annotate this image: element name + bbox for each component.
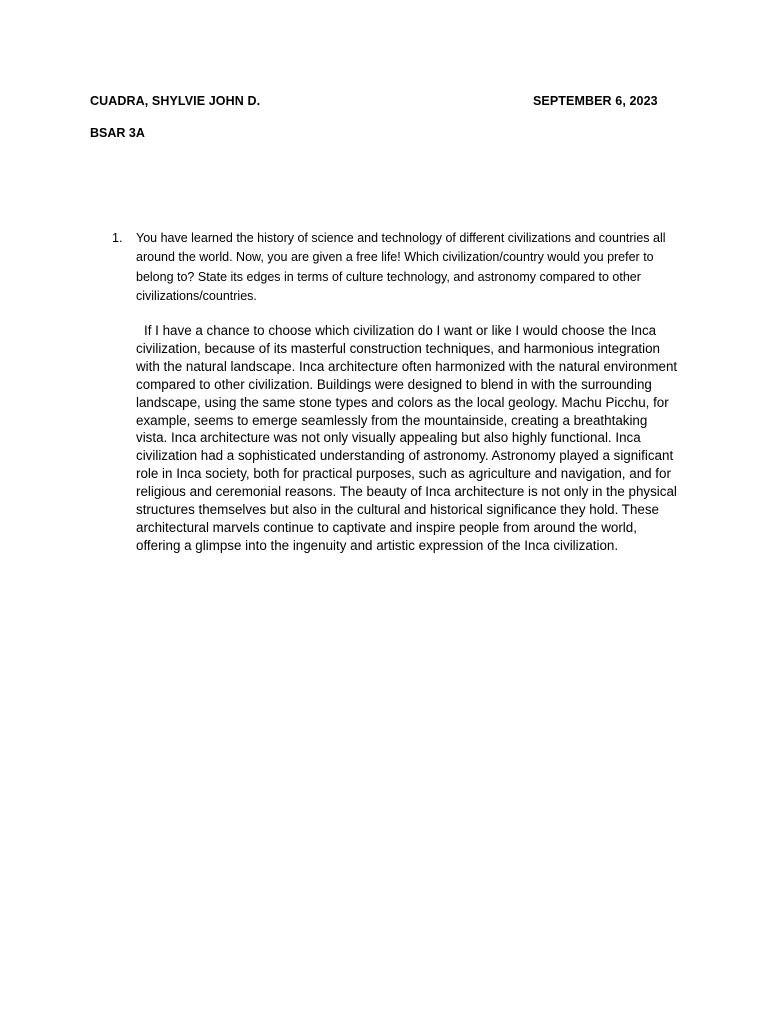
question-number: 1. <box>112 231 123 245</box>
question-item <box>112 229 682 306</box>
student-name: CUADRA, SHYLVIE JOHN D. <box>90 94 261 108</box>
question-text: You have learned the history of science and technology of different civilizations and countries all around the world. Now, you are given a free life! Which civilization/country would you prefer to belong to? State its edges in terms of culture technology, and astronomy compared to other civilizations/countries. <box>136 231 666 303</box>
answer-paragraph: If I have a chance to choose which civilization do I want or like I would choose the Inca civilization, because of its masterful construction techniques, and harmonious integration with the natural landscape. Inca architecture often harmonized with the natural environment compared to other civilization. Buildings were designed to blend in with the surrounding landscape, using the same stone types and colors as the local geology. Machu Picchu, for example, seems to emerge seamlessly from the mountainside, creating a breathtaking vista. Inca architecture was not only visually appealing but also highly functional. Inca civilization had a sophisticated understanding of astronomy. Astronomy played a significant role in Inca society, both for practical purposes, such as agriculture and navigation, and for religious and ceremonial reasons. The beauty of Inca architecture is not only in the physical structures themselves but also in the cultural and historical significance they hold. These architectural marvels continue to captivate and inspire people from around the world, offering a glimpse into the ingenuity and artistic expression of the Inca civilization. <box>136 323 678 553</box>
class-section: BSAR 3A <box>90 126 145 140</box>
document-date: SEPTEMBER 6, 2023 <box>533 94 658 108</box>
